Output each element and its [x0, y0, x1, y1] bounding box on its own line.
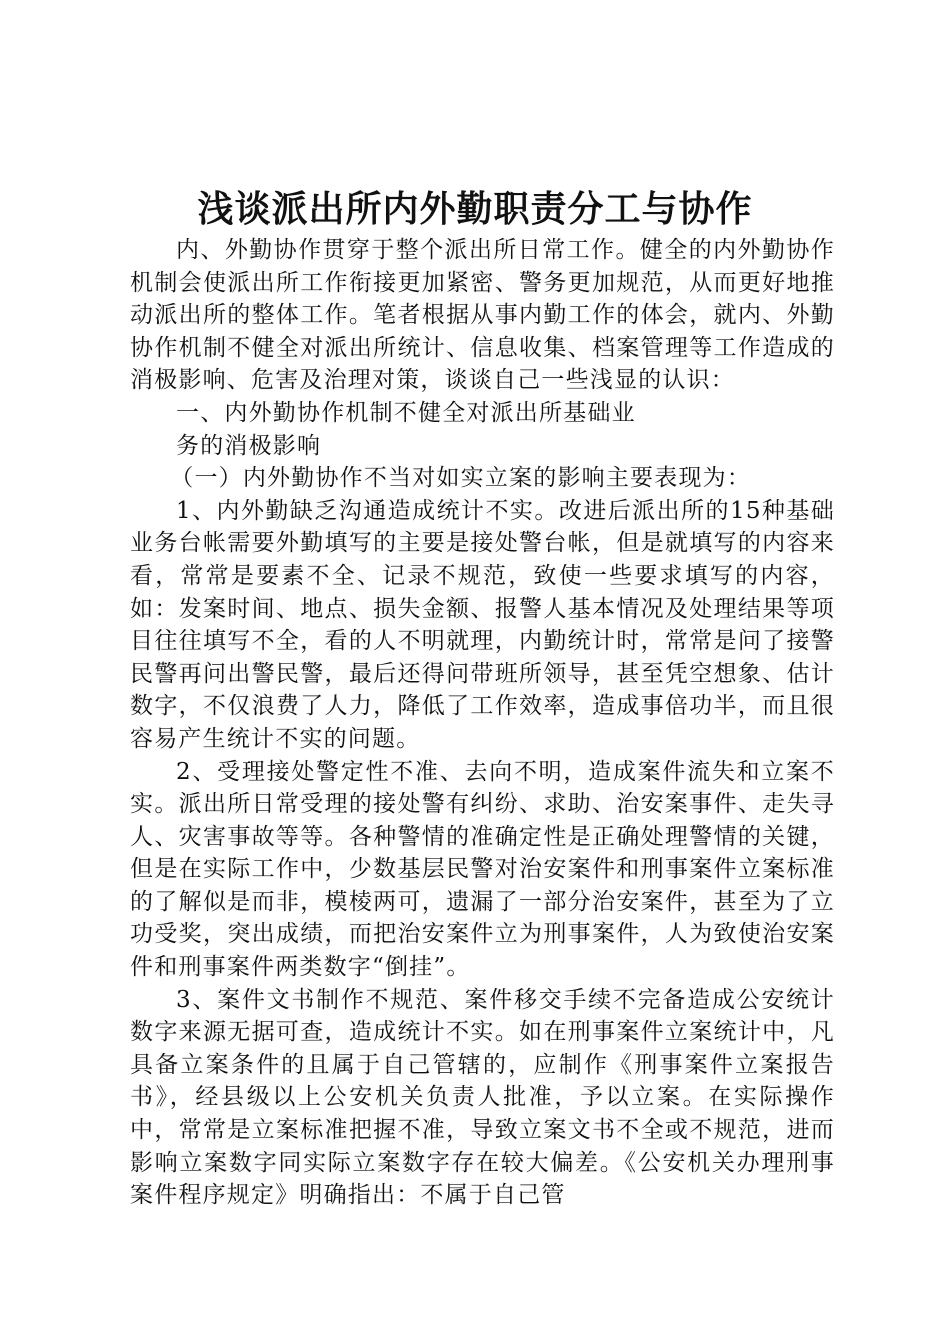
document-title: 浅谈派出所内外勤职责分工与协作	[197, 188, 753, 230]
paragraph-intro: 内、外勤协作贯穿于整个派出所日常工作。健全的内外勤协作机制会使派出所工作衔接更加紧密、警务更加规范，从而更好地推动派出所的整体工作。笔者根据从事内勤工作的体会，就内、外勤协作机制不健全对派出所统计、信息收集、档案管理等工作造成的消极影响、危害及治理对策，谈谈自己一些浅显的认识：	[130, 237, 835, 394]
paragraph-point-2: 2、受理接处警定性不准、去向不明，造成案件流失和立案不实。派出所日常受理的接处警有纠纷、求助、治安案事件、走失寻人、灾害事故等等。各种警情的准确定性是正确处理警情的关键，但是在实际工作中，少数基层民警对治安案件和刑事案件立案标准的了解似是而非，模棱两可，遗漏了一部分治安案件，甚至为了立功受奖，突出成绩，而把治安案件立为刑事案件，人为致使治安案件和刑事案件两类数字“倒挂”。	[130, 758, 835, 981]
subsection-heading-1: （一）内外勤协作不当对如实立案的影响主要表现为：	[170, 465, 752, 492]
section-heading-1-line-2: 务的消极影响	[176, 432, 322, 459]
paragraph-point-3: 3、案件文书制作不规范、案件移交手续不完备造成公安统计数字来源无据可查，造成统计不实。如在刑事案件立案统计中，凡具备立案条件的且属于自己管辖的，应制作《刑事案件立案报告书》，经县级以上公安机关负责人批准，予以立案。在实际操作中，常常是立案标准把握不准，导致立案文书不全或不规范，进而影响立案数字同实际立案数字存在较大偏差。《公安机关办理刑事案件程序规定》明确指出：不属于自己管	[130, 986, 835, 1209]
document-body	[130, 234, 835, 1212]
paragraph-point-1: 1、内外勤缺乏沟通造成统计不实。改进后派出所的15种基础业务台帐需要外勤填写的主要是接处警台帐，但是就填写的内容来看，常常是要素不全、记录不规范，致使一些要求填写的内容，如：发案时间、地点、损失金额、报警人基本情况及处理结果等项目往往填写不全，看的人不明就理，内勤统计时，常常是问了接警民警再问出警民警，最后还得问带班所领导，甚至凭空想象、估计数字，不仅浪费了人力，降低了工作效率，造成事倍功半，而且很容易产生统计不实的问题。	[130, 497, 835, 752]
section-heading-1-line-1: 一、内外勤协作机制不健全对派出所基础业	[176, 399, 636, 426]
